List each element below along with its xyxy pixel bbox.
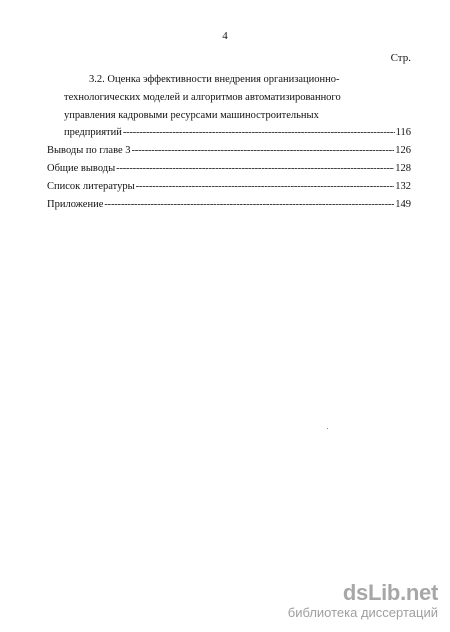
toc-entry [47,144,411,157]
toc-entry-3-2-line2: технологических моделей и алгоритмов автоматизированного [64,92,341,103]
dot-leader [132,144,395,157]
toc-entry-3-2-page: 116 [395,127,411,138]
dot-leader [104,198,394,211]
toc-entry-3-2-line4: предприятий [64,127,122,138]
watermark [288,581,438,620]
watermark-brand-lib: Lib.net [367,580,438,605]
toc-entry [47,162,411,175]
scan-speck [327,428,328,429]
page-number: 4 [222,30,228,42]
toc-entry-page: 126 [395,145,411,156]
toc-entry-page: 149 [395,199,411,210]
toc-entry-page: 128 [395,163,411,174]
toc-entry-3-2-line3: управления кадровыми ресурсами машиностроительных [64,110,319,121]
toc-entry-page: 132 [395,181,411,192]
watermark-subtitle: библиотека диссертаций [287,605,438,620]
toc-entry [47,198,411,211]
toc-entry [47,180,411,193]
toc-entry-title: Приложение [47,199,104,210]
dot-leader [116,162,394,175]
toc-entry-title: Общие выводы [47,163,116,174]
page-column-label: Стр. [390,52,411,64]
toc-entry-title: Выводы по главе 3 [47,145,131,156]
toc-entry-title: Список литературы [47,181,135,192]
toc-entry-3-2-last-line [64,126,411,139]
dot-leader [123,126,395,139]
toc-entry-3-2-line1: 3.2. Оценка эффективности внедрения организационно- [89,74,340,85]
dot-leader [136,180,395,193]
watermark-brand-ds: ds [342,580,368,605]
watermark-logo [288,581,438,605]
